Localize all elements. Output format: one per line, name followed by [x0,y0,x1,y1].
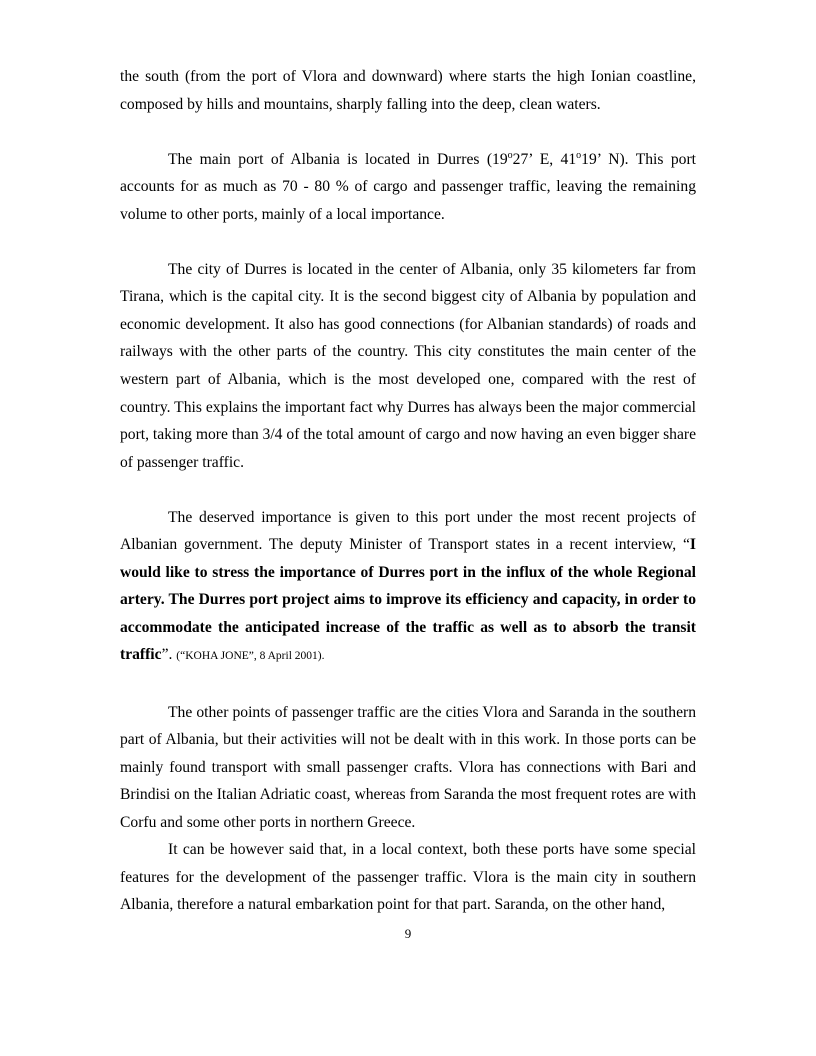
page-number: 9 [404,926,412,941]
source-citation: (“KOHA JONE”, 8 April 2001). [176,650,325,663]
paragraph-main-port [120,146,696,229]
paragraph-gap [120,476,696,504]
paragraph-other-ports: The other points of passenger traffic are the cities Vlora and Saranda in the southern part of Albania, but their activities will not be dealt with in this work. In those ports can be mainly found transport with small passenger crafts. Vlora has connections with Bari and Brindisi on the Italian Adriatic coast, whereas from Saranda the most frequent rotes are with Corfu and some other ports in northern Greece. [120,703,696,831]
main-port-text-2: 27’ E, 41 [512,150,577,168]
document-body [120,63,696,919]
main-port-text-1: The main port of Albania is located in Durres (19 [168,150,508,168]
degree-mark-1: o [507,149,513,161]
paragraph-gap [120,671,696,699]
paragraph-city-of-durres: The city of Durres is located in the center of Albania, only 35 kilometers far from Tirana, which is the capital city. It is the second biggest city of Albania by population and economic development. It also has good connections (for Albanian standards) of roads and railways with the other parts of the country. This city constitutes the main center of the western part of Albania, which is the most developed one, compared with the rest of country. This explains the important fact why Durres has always been the major commercial port, taking more than 3/4 of the total amount of cargo and now having an even bigger share of passenger traffic. [120,260,696,471]
paragraph-southern-coastline: the south (from the port of Vlora and downward) where starts the high Ionian coastline, composed by hills and mountains, sharply falling into the deep, clean waters. [120,68,696,113]
paragraph-gap [120,118,696,146]
government-projects-intro: The deserved importance is given to this port under the most recent projects of Albanian government. The deputy Minister of Transport states in a recent interview, “ [120,508,696,554]
main-port-text-3: 19’ N). This port accounts for as much as 70 - 80 % of cargo and passenger traffic, leaving the remaining volume to other ports, mainly of a local importance. [120,150,696,223]
quote-close: ”. [161,646,177,664]
degree-mark-2: o [576,149,582,161]
paragraph-local-context: It can be however said that, in a local context, both these ports have some special features for the development of the passenger traffic. Vlora is the main city in southern Albania, therefore a natural embarkation point for that part. Saranda, on the other hand, [120,841,696,914]
paragraph-government-projects [120,504,696,671]
minister-quote: I would like to stress the importance of Durres port in the influx of the whole Regional artery. The Durres port project aims to improve its efficiency and capacity, in order to accommodate the anticipated increase of the traffic as well as to absorb the transit traffic [120,536,696,664]
paragraph-gap [120,228,696,256]
